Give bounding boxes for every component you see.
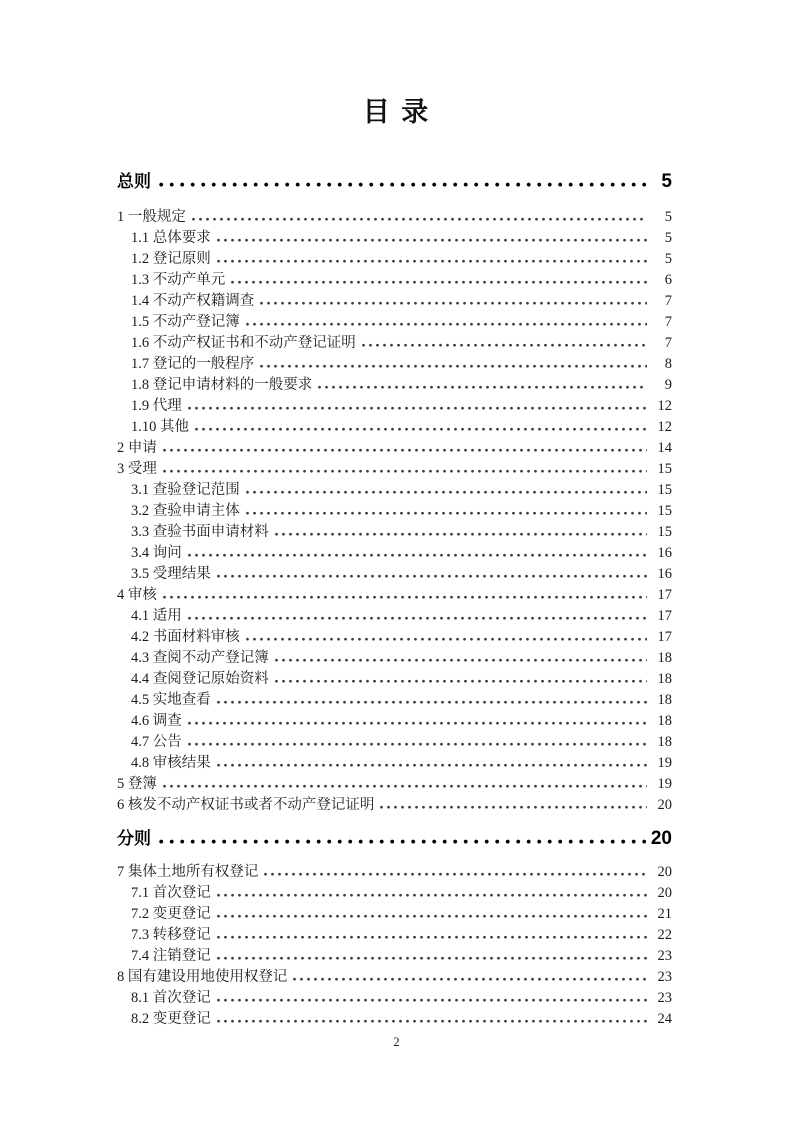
toc-entry xyxy=(117,862,672,883)
dot-leader xyxy=(293,976,647,981)
toc-entry xyxy=(117,925,672,946)
toc-entry-label: 7 集体土地所有权登记 xyxy=(117,864,259,880)
toc-entry-page: 17 xyxy=(657,608,672,624)
toc-entry-page: 22 xyxy=(657,927,672,943)
dot-leader xyxy=(195,426,647,431)
dot-leader xyxy=(217,762,647,767)
toc-entry xyxy=(117,669,672,690)
toc-entry xyxy=(117,711,672,732)
toc-entry xyxy=(117,207,672,228)
toc-entry-page: 20 xyxy=(657,797,672,813)
toc-entry xyxy=(117,753,672,774)
toc-entry xyxy=(117,967,672,988)
dot-leader xyxy=(188,552,647,557)
dot-leader xyxy=(217,1018,647,1023)
toc-entry-page: 21 xyxy=(657,906,672,922)
toc-entry-label: 4 审核 xyxy=(117,587,157,603)
dot-leader xyxy=(163,468,647,473)
toc-entry-label: 1.5 不动产登记簿 xyxy=(131,314,240,330)
toc-entry xyxy=(117,522,672,543)
toc-entry xyxy=(117,354,672,375)
toc-entry xyxy=(117,795,672,816)
toc-entry-label: 总则 xyxy=(117,172,151,191)
dot-leader xyxy=(163,594,647,599)
toc-entry-label: 8.2 变更登记 xyxy=(131,1011,211,1027)
dot-leader xyxy=(380,804,647,809)
toc-entry-page: 16 xyxy=(657,566,672,582)
dot-leader xyxy=(275,678,647,683)
toc-entry xyxy=(117,627,672,648)
toc-entry-label: 5 登簿 xyxy=(117,776,157,792)
toc-entry-label: 3.1 查验登记范围 xyxy=(131,482,240,498)
toc-entry-page: 17 xyxy=(657,629,672,645)
toc-entry-page: 9 xyxy=(664,377,672,393)
toc-entry-label: 7.3 转移登记 xyxy=(131,927,211,943)
toc-entry xyxy=(117,417,672,438)
toc-entry xyxy=(117,270,672,291)
dot-leader xyxy=(217,955,647,960)
toc-entry-label: 3 受理 xyxy=(117,461,157,477)
toc-entry xyxy=(117,648,672,669)
toc-entry xyxy=(117,690,672,711)
toc-entry-page: 15 xyxy=(657,482,672,498)
toc-entry-label: 4.2 书面材料审核 xyxy=(131,629,240,645)
toc-entry-label: 8 国有建设用地使用权登记 xyxy=(117,969,288,985)
toc-entry xyxy=(117,543,672,564)
toc-entry-page: 16 xyxy=(657,545,672,561)
toc-entry-label: 1.8 登记申请材料的一般要求 xyxy=(131,377,313,393)
toc-entry-page: 15 xyxy=(657,461,672,477)
toc-entry-label: 4.8 审核结果 xyxy=(131,755,211,771)
dot-leader xyxy=(163,783,647,788)
toc-entry-page: 20 xyxy=(657,885,672,901)
dot-leader xyxy=(188,615,647,620)
toc-entry xyxy=(117,988,672,1009)
toc-entry-page: 8 xyxy=(664,356,672,372)
toc-entry-page: 23 xyxy=(657,948,672,964)
toc-entry-label: 分则 xyxy=(117,829,151,848)
toc-entry xyxy=(117,774,672,795)
toc-entry xyxy=(117,904,672,925)
toc-entry-page: 18 xyxy=(657,734,672,750)
dot-leader xyxy=(318,384,647,389)
toc-entry-page: 20 xyxy=(650,828,672,849)
toc-entry-page: 18 xyxy=(657,692,672,708)
toc-entry-label: 4.5 实地查看 xyxy=(131,692,211,708)
dot-leader xyxy=(217,892,647,897)
toc-entry-label: 3.2 查验申请主体 xyxy=(131,503,240,519)
toc-entry-label: 1.6 不动产权证书和不动产登记证明 xyxy=(131,335,356,351)
toc-entry-label: 1 一般规定 xyxy=(117,209,186,225)
toc-entry xyxy=(117,480,672,501)
toc-entry xyxy=(117,228,672,249)
dot-leader xyxy=(260,363,647,368)
dot-leader xyxy=(192,216,647,221)
toc-entry-label: 4.7 公告 xyxy=(131,734,182,750)
toc-entry xyxy=(117,171,672,193)
toc-entry xyxy=(117,606,672,627)
dot-leader xyxy=(217,997,647,1002)
toc-entry xyxy=(117,946,672,967)
dot-leader xyxy=(217,237,647,242)
toc-entry-label: 6 核发不动产权证书或者不动产登记证明 xyxy=(117,797,375,813)
toc-entry-label: 3.3 查验书面申请材料 xyxy=(131,524,269,540)
toc-entry xyxy=(117,291,672,312)
toc-entry xyxy=(117,396,672,417)
dot-leader xyxy=(188,741,647,746)
toc-entry-label: 1.9 代理 xyxy=(131,398,182,414)
toc-list xyxy=(117,171,672,1030)
dot-leader xyxy=(159,837,646,844)
toc-entry-page: 15 xyxy=(657,524,672,540)
toc-entry-page: 7 xyxy=(664,335,672,351)
toc-entry xyxy=(117,312,672,333)
toc-entry xyxy=(117,333,672,354)
toc-entry-page: 6 xyxy=(664,272,672,288)
toc-entry-label: 7.2 变更登记 xyxy=(131,906,211,922)
toc-entry-page: 7 xyxy=(664,314,672,330)
toc-entry-label: 8.1 首次登记 xyxy=(131,990,211,1006)
toc-entry-page: 19 xyxy=(657,755,672,771)
dot-leader xyxy=(264,871,647,876)
dot-leader xyxy=(163,447,647,452)
toc-entry-page: 5 xyxy=(664,209,672,225)
dot-leader xyxy=(217,934,647,939)
toc-entry-label: 1.10 其他 xyxy=(131,419,189,435)
toc-entry-page: 5 xyxy=(664,230,672,246)
toc-entry-label: 1.1 总体要求 xyxy=(131,230,211,246)
toc-entry-page: 18 xyxy=(657,650,672,666)
dot-leader xyxy=(188,720,647,725)
toc-entry-label: 4.3 查阅不动产登记簿 xyxy=(131,650,269,666)
toc-entry-page: 15 xyxy=(657,503,672,519)
toc-entry-page: 7 xyxy=(664,293,672,309)
dot-leader xyxy=(231,279,647,284)
toc-entry xyxy=(117,375,672,396)
dot-leader xyxy=(260,300,647,305)
dot-leader xyxy=(188,405,647,410)
toc-entry-label: 7.1 首次登记 xyxy=(131,885,211,901)
toc-entry-label: 1.2 登记原则 xyxy=(131,251,211,267)
toc-entry xyxy=(117,585,672,606)
toc-entry-label: 3.5 受理结果 xyxy=(131,566,211,582)
toc-entry-label: 1.7 登记的一般程序 xyxy=(131,356,255,372)
toc-entry-page: 20 xyxy=(657,864,672,880)
page-title: 目 录 xyxy=(362,97,431,127)
toc-entry-label: 3.4 询问 xyxy=(131,545,182,561)
toc-entry-label: 4.6 调查 xyxy=(131,713,182,729)
dot-leader xyxy=(246,489,647,494)
toc-entry-label: 4.1 适用 xyxy=(131,608,182,624)
dot-leader xyxy=(362,342,647,347)
toc-entry-page: 5 xyxy=(664,251,672,267)
dot-leader xyxy=(275,657,647,662)
toc-entry xyxy=(117,249,672,270)
toc-entry-label: 7.4 注销登记 xyxy=(131,948,211,964)
toc-entry-page: 12 xyxy=(657,398,672,414)
dot-leader xyxy=(217,699,647,704)
page-number: 2 xyxy=(393,1035,400,1049)
toc-entry-page: 14 xyxy=(657,440,672,456)
toc-entry xyxy=(117,883,672,904)
toc-entry-label: 2 申请 xyxy=(117,440,157,456)
toc-entry-page: 18 xyxy=(657,713,672,729)
toc-entry-label: 4.4 查阅登记原始资料 xyxy=(131,671,269,687)
toc-entry-page: 18 xyxy=(657,671,672,687)
dot-leader xyxy=(217,573,647,578)
toc-entry-page: 5 xyxy=(661,171,672,192)
toc-entry-label: 1.4 不动产权籍调查 xyxy=(131,293,255,309)
toc-entry-page: 23 xyxy=(657,969,672,985)
toc-entry-page: 17 xyxy=(657,587,672,603)
dot-leader xyxy=(217,258,647,263)
dot-leader xyxy=(246,510,647,515)
dot-leader xyxy=(246,321,647,326)
dot-leader xyxy=(246,636,647,641)
toc-entry-page: 19 xyxy=(657,776,672,792)
toc-entry xyxy=(117,459,672,480)
dot-leader xyxy=(159,180,646,187)
toc-entry-page: 23 xyxy=(657,990,672,1006)
toc-entry-label: 1.3 不动产单元 xyxy=(131,272,226,288)
dot-leader xyxy=(275,531,647,536)
toc-entry xyxy=(117,438,672,459)
dot-leader xyxy=(217,913,647,918)
toc-entry-page: 24 xyxy=(657,1011,672,1027)
toc-entry xyxy=(117,564,672,585)
toc-entry xyxy=(117,732,672,753)
toc-entry-page: 12 xyxy=(657,419,672,435)
toc-entry xyxy=(117,501,672,522)
toc-entry xyxy=(117,828,672,850)
toc-entry xyxy=(117,1009,672,1030)
